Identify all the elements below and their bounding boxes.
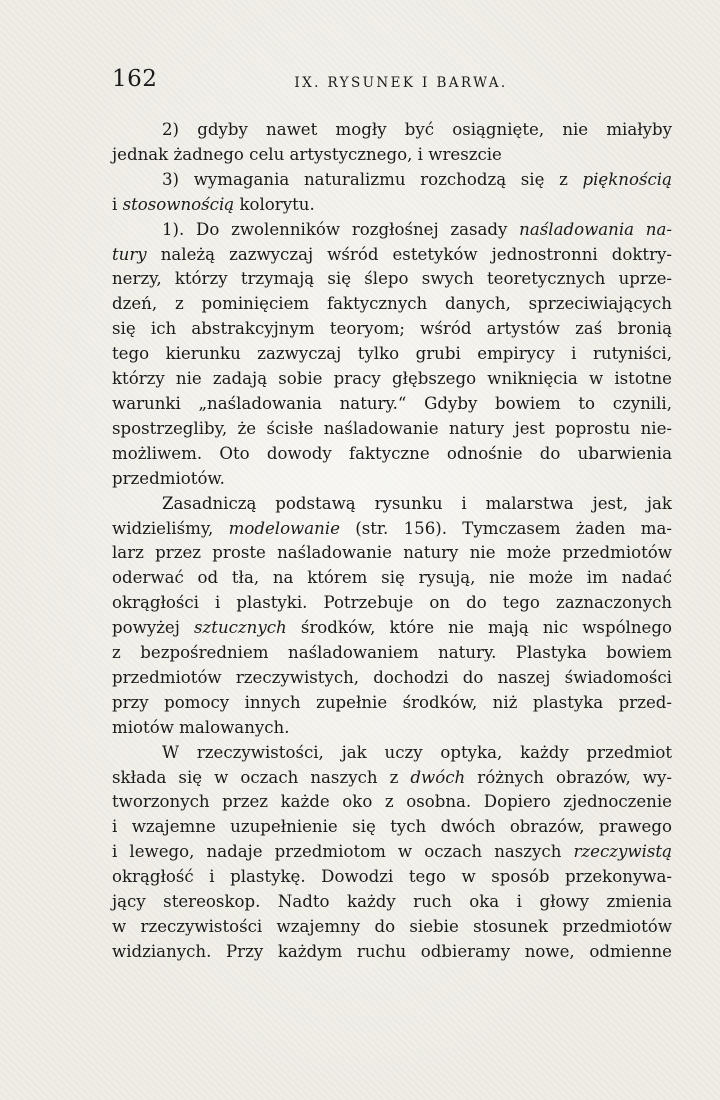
text-line: Zasadniczą podstawą rysunku i malarstwa jest, jak bbox=[162, 493, 672, 513]
text-line: przy pomocy innych zupełnie środków, niż plastyka przed- bbox=[112, 692, 672, 712]
text-line: dzeń, z pominięciem faktycznych danych, sprzeciwiających bbox=[112, 294, 672, 314]
text-line: 2) gdyby nawet mogły być osiągnięte, nie miałyby bbox=[162, 120, 672, 139]
text-line: którzy nie zadają sobie pracy głębszego wniknięcia w istotne bbox=[112, 369, 672, 389]
text-line: nerzy, którzy trzymają się ślepo swych teoretycznych uprze- bbox=[112, 269, 672, 289]
text-line: i stosownością kolorytu. bbox=[112, 194, 315, 214]
text-line: jednak żadnego celu artystycznego, i wreszcie bbox=[112, 144, 502, 164]
text-line: możliwem. Oto dowody faktyczne odnośnie do ubarwienia bbox=[112, 443, 672, 463]
text-line: przedmiotów. bbox=[112, 468, 225, 488]
page-number: 162 bbox=[112, 66, 158, 92]
text-line: powyżej sztucznych środków, które nie mają nic wspólnego bbox=[112, 618, 672, 638]
text-line: z bezpośredniem naśladowaniem natury. Plastyka bowiem bbox=[112, 643, 672, 663]
text-line: się ich abstrakcyjnym teoryom; wśród artystów zaś bronią bbox=[112, 319, 672, 339]
text-line: 3) wymagania naturalizmu rozchodzą się z pięknością bbox=[162, 169, 672, 189]
text-line: przedmiotów rzeczywistych, dochodzi do naszej świadomości bbox=[112, 667, 672, 687]
running-head: IX. RYSUNEK I BARWA. bbox=[294, 75, 508, 91]
text-line: okrągłość i plastykę. Dowodzi tego w sposób przekonywa- bbox=[112, 867, 672, 887]
text-line: spostrzegliby, że ścisłe naśladowanie natury jest poprostu nie- bbox=[112, 418, 672, 438]
text-line: okrągłości i plastyki. Potrzebuje on do tego zaznaczonych bbox=[112, 593, 672, 613]
text-line: tego kierunku zazwyczaj tylko grubi empirycy i rutyniści, bbox=[112, 344, 672, 364]
text-line: widzianych. Przy każdym ruchu odbieramy nowe, odmienne bbox=[112, 941, 672, 961]
text-line: widzieliśmy, modelowanie (str. 156). Tymczasem żaden ma- bbox=[112, 518, 672, 538]
text-line: jący stereoskop. Nadto każdy ruch oka i głowy zmienia bbox=[112, 892, 672, 912]
text-line: tury należą zazwyczaj wśród estetyków jednostronni doktry- bbox=[112, 244, 672, 264]
text-line: i wzajemne uzupełnienie się tych dwóch obrazów, prawego bbox=[112, 817, 672, 837]
text-line: tworzonych przez każde oko z osobna. Dopiero zjednoczenie bbox=[112, 792, 672, 812]
text-line: i lewego, nadaje przedmiotom w oczach naszych rzeczywistą bbox=[112, 842, 672, 862]
text-line: warunki „naśladowania natury.“ Gdyby bowiem to czynili, bbox=[112, 393, 672, 413]
body-text bbox=[112, 118, 672, 965]
text-line: W rzeczywistości, jak uczy optyka, każdy przedmiot bbox=[162, 742, 672, 762]
text-line: w rzeczywistości wzajemny do siebie stosunek przedmiotów bbox=[112, 917, 672, 936]
text-line: 1). Do zwolenników rozgłośnej zasady naśladowania na- bbox=[162, 219, 672, 239]
text-line: miotów malowanych. bbox=[112, 717, 290, 737]
text-line: składa się w oczach naszych z dwóch różnych obrazów, wy- bbox=[112, 767, 672, 787]
text-line: oderwać od tła, na którem się rysują, nie może im nadać bbox=[112, 568, 672, 588]
text-line: larz przez proste naśladowanie natury nie może przedmiotów bbox=[112, 543, 672, 563]
page-header bbox=[112, 66, 680, 100]
